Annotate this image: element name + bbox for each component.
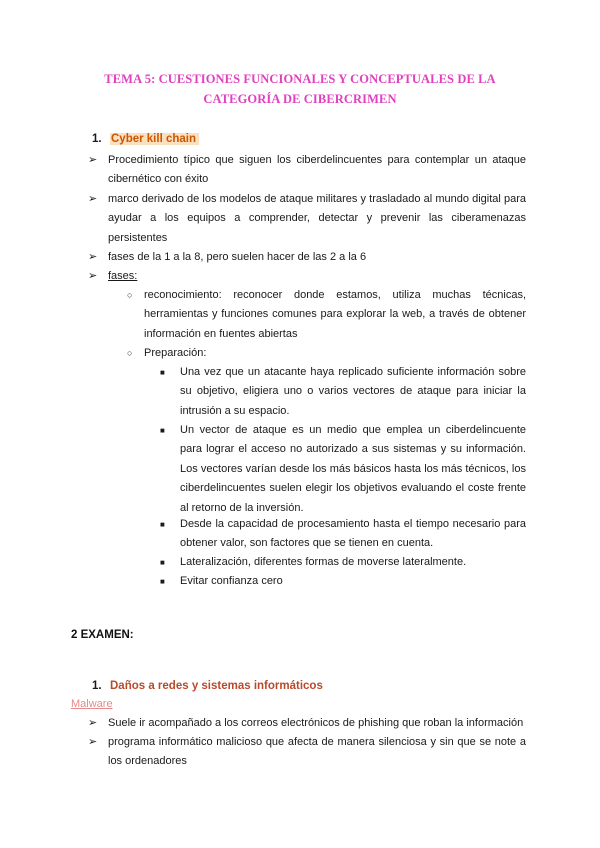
title-line-1: TEMA 5: CUESTIONES FUNCIONALES Y CONCEPTUALES DE LA	[104, 72, 496, 86]
section1-heading	[92, 131, 199, 147]
phase-item: reconocimiento: reconocer donde estamos, utiliza muchas técnicas, herramientas y funciones comunes para explorar la web, a través de obtener información en fuentes abiertas	[144, 289, 526, 340]
bullet-item: fases de la 1 a la 8, pero suelen hacer de las 2 a la 6	[108, 251, 367, 263]
bullet-item: Suele ir acompañado a los correos electrónicos de phishing que roban la información	[108, 717, 524, 729]
arrow-bullet-icon: ➢	[88, 270, 98, 282]
preparation-item: Evitar confianza cero	[180, 575, 283, 587]
square-bullet-icon: ■	[160, 520, 165, 529]
title-line-2: CATEGORÍA DE CIBERCRIMEN	[203, 92, 397, 106]
arrow-bullet-icon: ➢	[88, 736, 98, 748]
preparation-item: Lateralización, diferentes formas de moverse lateralmente.	[180, 556, 467, 568]
square-bullet-icon: ■	[160, 426, 165, 435]
section2-heading	[92, 678, 323, 694]
preparation-item: Desde la capacidad de procesamiento hasta el tiempo necesario para obtener valor, son factores que se tienen en cuenta.	[180, 518, 526, 550]
section1-title: Cyber kill chain	[110, 133, 199, 145]
arrow-bullet-icon: ➢	[88, 193, 98, 205]
exam-label: 2 EXAMEN:	[71, 629, 134, 641]
arrow-bullet-icon: ➢	[88, 717, 98, 729]
preparation-item: Un vector de ataque es un medio que emplea un ciberdelincuente para lograr el acceso no autorizado a sus sistemas y su información. Los vectores varían desde los más básicos hasta los más técnicos, los ciberdelincuentes suelen elegir los objetivos evaluando el coste frente al retorno de la inversión.	[180, 424, 526, 514]
square-bullet-icon: ■	[160, 558, 165, 567]
bullet-item-fases: fases:	[108, 270, 138, 282]
circle-bullet-icon: ○	[127, 290, 133, 300]
malware-subheading: Malware	[71, 698, 113, 710]
bullet-item: programa informático malicioso que afecta de manera silenciosa y sin que se note a los ordenadores	[108, 736, 526, 768]
page-title	[60, 69, 540, 109]
preparation-item: Una vez que un atacante haya replicado suficiente información sobre su objetivo, eligiera uno o varios vectores de ataque para iniciar la intrusión a su espacio.	[180, 366, 526, 417]
square-bullet-icon: ■	[160, 368, 165, 377]
phase-item: Preparación:	[144, 347, 207, 359]
bullet-item: Procedimiento típico que siguen los ciberdelincuentes para contemplar un ataque cibernético con éxito	[108, 154, 526, 186]
arrow-bullet-icon: ➢	[88, 154, 98, 166]
section2-number: 1.	[92, 680, 102, 692]
arrow-bullet-icon: ➢	[88, 251, 98, 263]
square-bullet-icon: ■	[160, 577, 165, 586]
section1-number: 1.	[92, 133, 102, 145]
circle-bullet-icon: ○	[127, 348, 133, 358]
bullet-item: marco derivado de los modelos de ataque militares y trasladado al mundo digital para ayudar a los equipos a comprender, detectar y prevenir las ciberamenazas persistentes	[108, 193, 526, 244]
section2-title: Daños a redes y sistemas informáticos	[110, 680, 323, 692]
